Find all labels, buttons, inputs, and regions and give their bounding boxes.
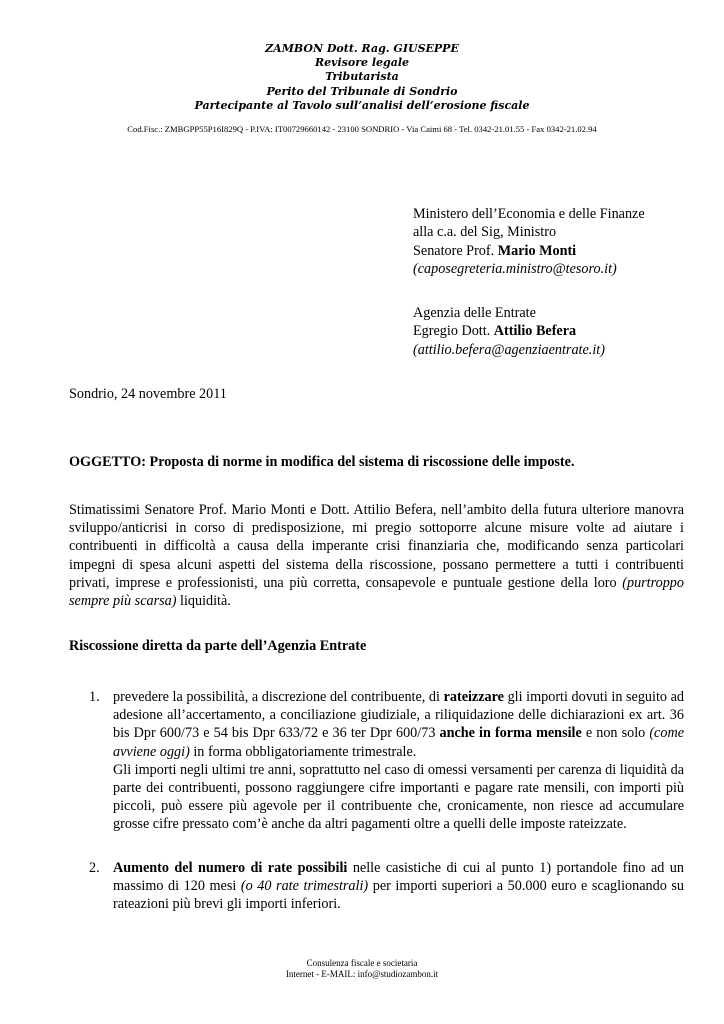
intro-paragraph [69,501,684,610]
list-item-text [113,859,684,914]
recipient-ministry-line1: Ministero dell’Economia e delle Finanze [413,206,645,222]
text-run: nelle casistiche di cui al punto 1) portandole fino ad un massimo di 120 mesi [113,860,684,895]
recipient-ministry-person [413,242,713,260]
letter-date: Sondrio, 24 novembre 2011 [69,386,227,402]
recipient-agency [413,304,713,359]
intro-text: Stimatissimi Senatore Prof. Mario Monti e Dott. Attilio Befera, nell’ambito della futura ulteriore manovra sviluppo/anticrisi in corso di predisposizione, mi pregio sottoporre alcune misure volte ad aiutare i contribuenti in difficoltà a causa della imperante crisi finanziaria che, modificando senza particolari impegni di spesa alcuni aspetti del sistema della riscossione, possano permettere a tutti i contribuenti privati, imprese e professionisti, una più corretta, consapevole e puntuale gestione della loro [69,502,684,591]
letterhead-role-2: Tributarista [325,70,399,84]
letterhead [0,42,724,113]
section-title: Riscossione diretta da parte dell’Agenzia Entrate [69,638,367,654]
text-run: prevedere la possibilità, a discrezione del contribuente, di [113,689,444,705]
recipient-ministry-name: Mario Monti [497,242,577,259]
recipient-agency-title: Egregio Dott. [413,323,494,340]
letterhead-role-1: Revisore legale [314,56,410,70]
text-run: in forma obbligatoriamente trimestrale. [189,743,417,760]
recipient-ministry-email: (caposegreteria.ministro@tesoro.it) [413,261,617,278]
intro-end: liquidità. [176,593,231,610]
recipient-agency-line1: Agenzia delle Entrate [413,305,536,321]
letterhead-name: ZAMBON Dott. Rag. GIUSEPPE [265,42,459,55]
text-run-italic: (come avviene oggi) [113,725,684,760]
intro-italic: (purtroppo sempre più scarsa) [69,574,684,610]
page-footer [0,958,724,980]
text-run-italic: (o 40 rate trimestrali) [240,878,369,895]
text-run: per importi superiori a 50.000 euro e scaglionando su rateazioni più brevi gli importi inferiori. [113,878,684,913]
text-run: e non solo [581,725,650,742]
letterhead-role-3: Perito del Tribunale di Sondrio [266,84,458,98]
recipient-agency-person [413,322,713,340]
list-item-paragraph: Gli importi negli ultimi tre anni, soprattutto nel caso di omessi versamenti per carenza di liquidità da parte dei contribuenti, possono raggiungere cifre importanti e pagare rate mensili, con importi più piccoli, può essere più agevole per il contribuente che, cronicamente, non riesce ad accumulare grosse cifre pressato com’è anche da altri pagamenti oltre a quelli delle imposte rateizzate. [113,761,684,833]
recipient-ministry [413,205,713,279]
list-item-text [113,688,684,834]
recipient-ministry-line2: alla c.a. del Sig, Ministro [413,224,557,241]
recipient-agency-name: Attilio Befera [493,323,577,340]
list-item-number: 2. [89,860,100,876]
letterhead-contacts: Cod.Fisc.: ZMBGPP55P16I829Q - P.IVA: IT00729660142 - 23100 SONDRIO - Via Caimi 68 - Tel. 0342-21.01.55 - Fax 0342-21.02.94 [127,124,597,134]
letterhead-role-4: Partecipante al Tavolo sull’analisi dell’erosione fiscale [194,98,530,112]
text-run-bold: Aumento del numero di rate possibili [113,860,348,876]
list-item [89,859,684,914]
text-run-bold: anche in forma mensile [439,725,582,742]
list-item [89,688,684,834]
text-run: gli importi dovuti in seguito ad adesione all’accertamento, a conciliazione giudiziale, a riliquidazione delle dichiarazioni ex art. 36 bis Dpr 600/73 e 54 bis Dpr 633/72 e 36 ter Dpr 600/73 [113,689,684,742]
recipient-agency-email: (attilio.befera@agenziaentrate.it) [413,341,605,358]
text-run-bold: rateizzare [443,689,504,705]
list-item-paragraph [113,688,684,761]
footer-line2: Internet - E-MAIL: info@studiozambon.it [285,969,439,979]
recipient-ministry-title: Senatore Prof. [413,242,498,259]
footer-line1: Consulenza fiscale e societaria [306,958,418,968]
letter-subject: OGGETTO: Proposta di norme in modifica del sistema di riscossione delle imposte. [69,454,575,470]
list-item-number: 1. [89,689,100,705]
